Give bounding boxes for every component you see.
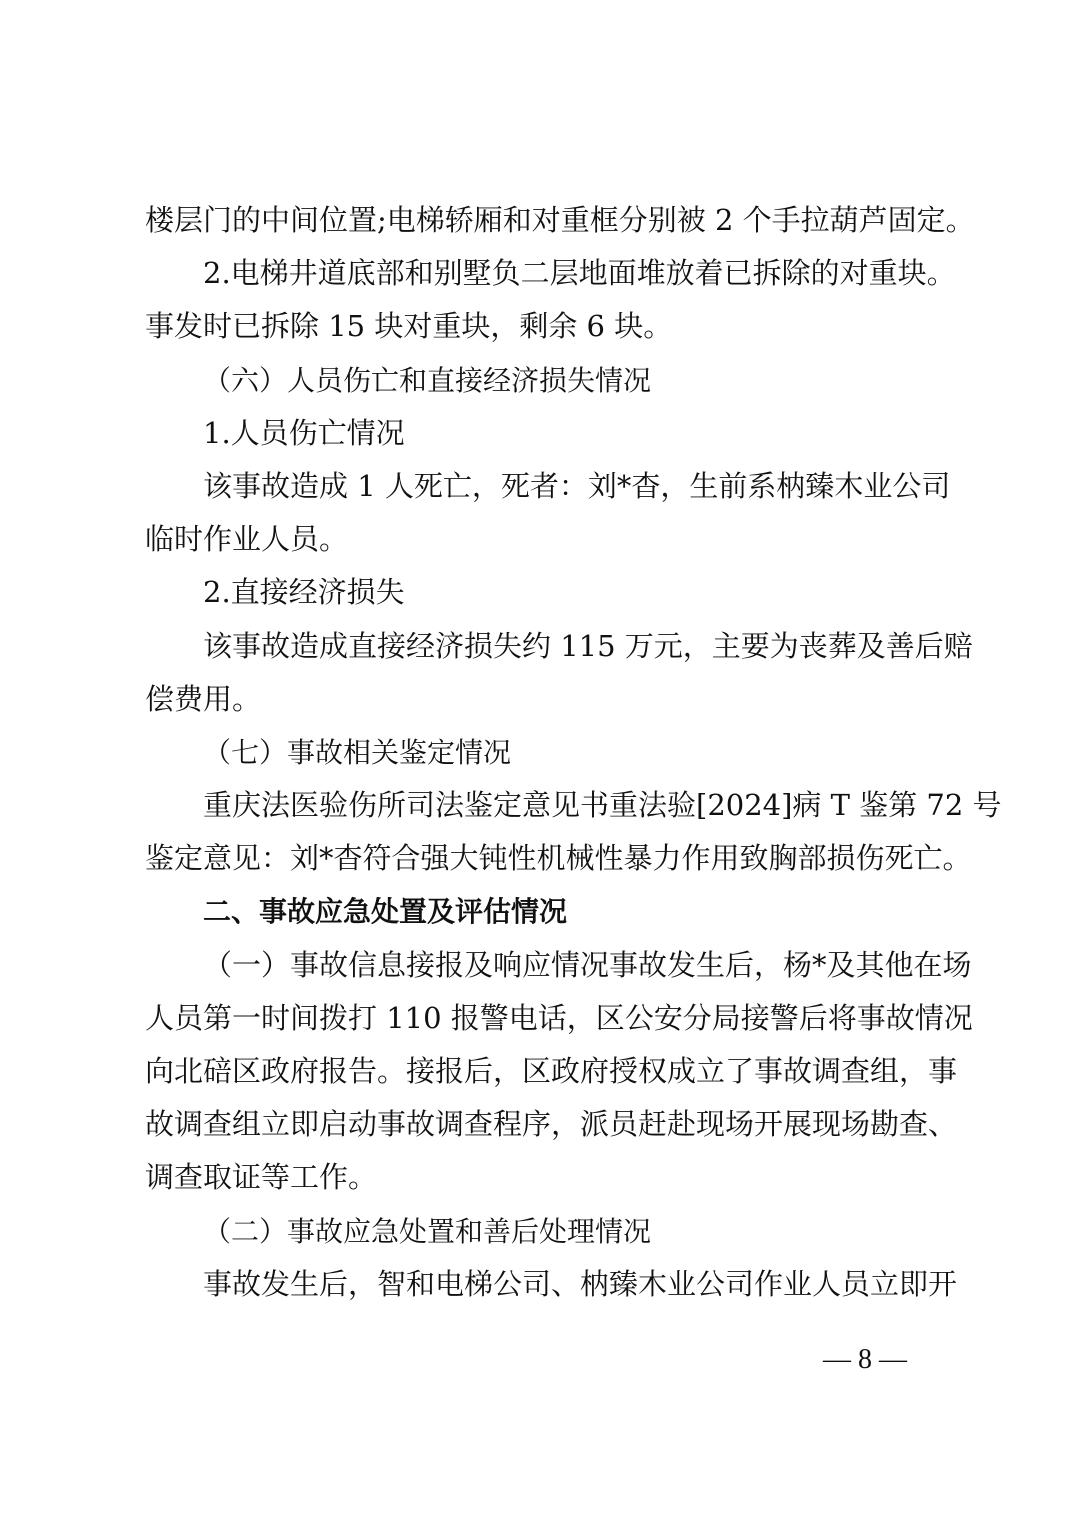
paragraph-line: 事发时已拆除 15 块对重块，剩余 6 块。	[145, 309, 673, 344]
paragraph-line: 事故发生后，智和电梯公司、枘臻木业公司作业人员立即开	[203, 1266, 958, 1301]
paragraph-line: 故调查组立即启动事故调查程序，派员赶赴现场开展现场勘查、	[145, 1107, 958, 1142]
document-body	[145, 194, 1002, 1311]
item-heading: 2.直接经济损失	[203, 575, 405, 610]
section-heading: 二、事故应急处置及评估情况	[203, 895, 568, 929]
paragraph-line: 重庆法医验伤所司法鉴定意见书重法验[2024]病 T 鉴第 72 号	[203, 788, 1002, 823]
paragraph-line: 向北碚区政府报告。接报后，区政府授权成立了事故调查组，事	[145, 1054, 958, 1088]
paragraph-line: 楼层门的中间位置;电梯轿厢和对重框分别被 2 个手拉葫芦固定。	[145, 203, 975, 237]
paragraph-line: 临时作业人员。	[145, 522, 349, 557]
paragraph-line: 该事故造成直接经济损失约 115 万元，主要为丧葬及善后赔	[203, 628, 973, 663]
paragraph-line: 偿费用。	[145, 681, 262, 716]
paragraph-line: 该事故造成 1 人死亡，死者：刘*杳，生前系枘臻木业公司	[203, 468, 951, 503]
page-number: — 8 —	[823, 1344, 907, 1375]
section-subheading: （二）事故应急处置和善后处理情况	[203, 1214, 652, 1248]
paragraph-line: 2.电梯井道底部和别墅负二层地面堆放着已拆除的对重块。	[203, 256, 956, 291]
paragraph-line: （一）事故信息接报及响应情况事故发生后，杨*及其他在场	[203, 947, 972, 982]
item-heading: 1.人员伤亡情况	[203, 415, 405, 450]
paragraph-line: 调查取证等工作。	[145, 1160, 378, 1195]
paragraph-line: 鉴定意见：刘*杳符合强大钝性机械性暴力作用致胸部损伤死亡。	[145, 841, 972, 876]
section-subheading: （六）人员伤亡和直接经济损失情况	[203, 363, 652, 397]
paragraph-line: 人员第一时间拨打 110 报警电话，区公安分局接警后将事故情况	[145, 1000, 973, 1035]
section-subheading: （七）事故相关鉴定情况	[203, 735, 512, 769]
